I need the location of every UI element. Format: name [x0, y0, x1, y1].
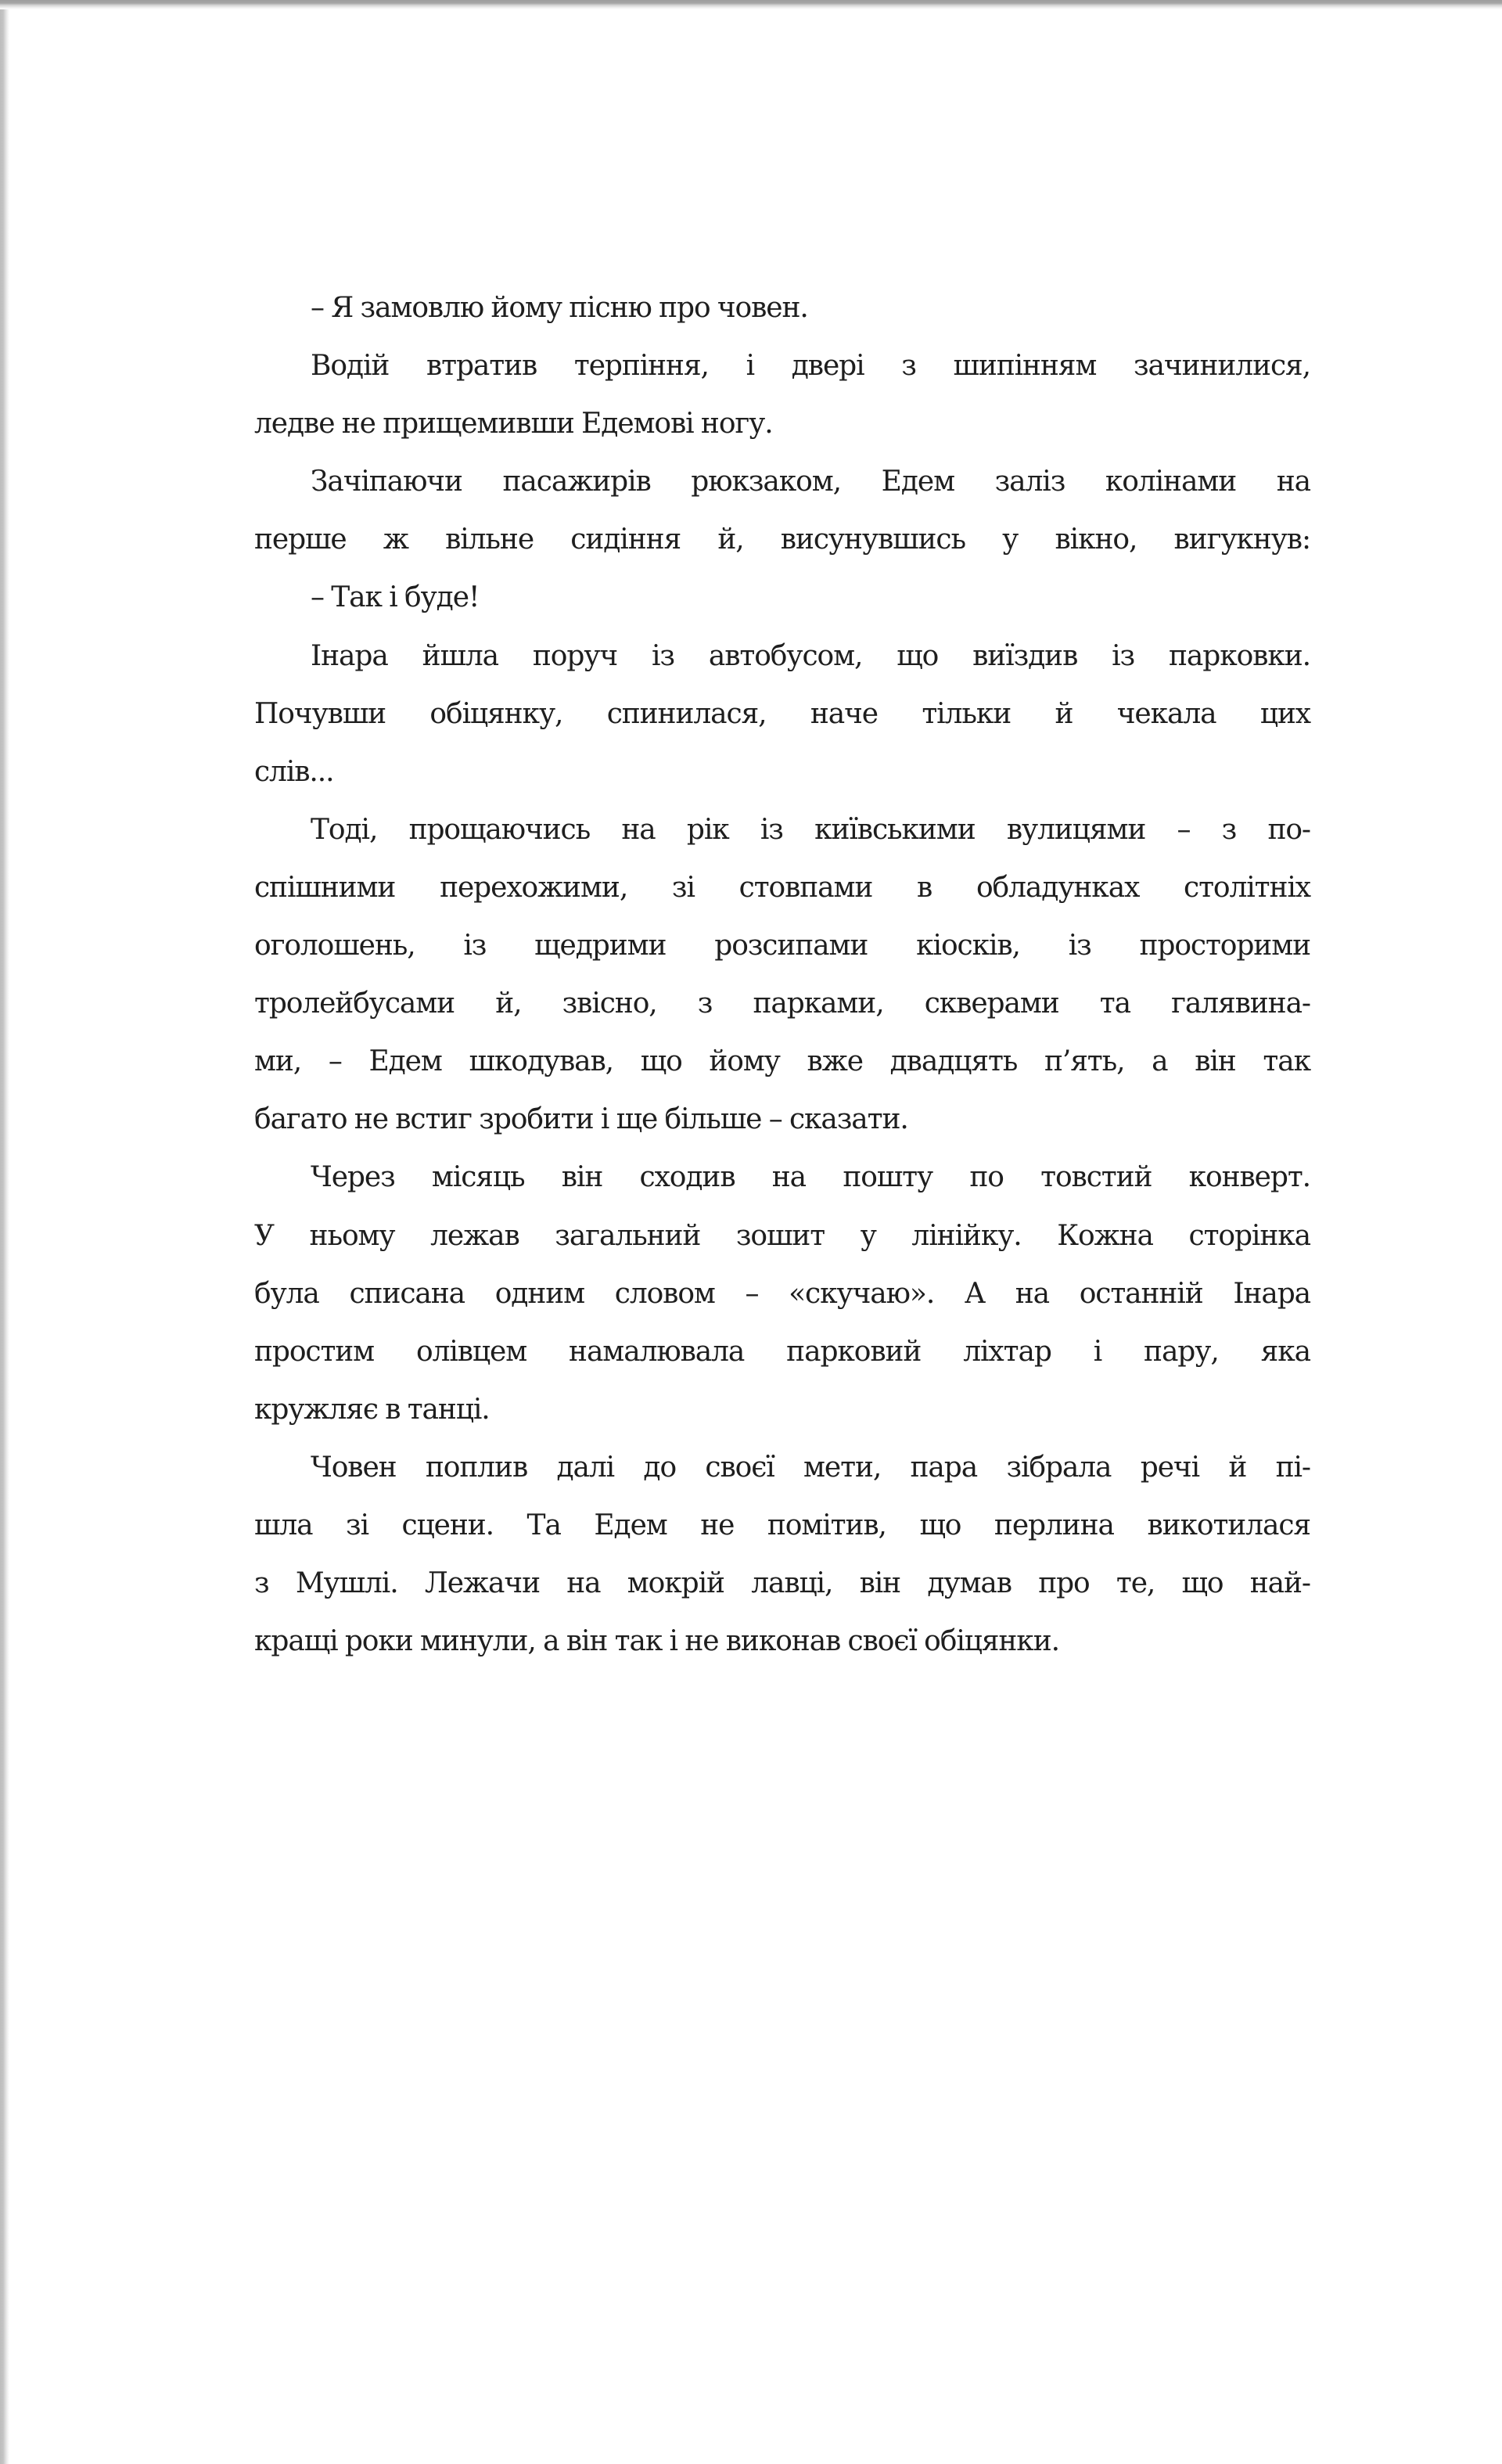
text-line	[254, 569, 1310, 627]
text-line	[254, 859, 1310, 917]
paragraph	[254, 801, 1310, 1149]
paragraph	[254, 1149, 1310, 1438]
text-line	[254, 1149, 1310, 1207]
line-text: тролейбусами й, звісно, з парками, скверами та галявина-	[254, 987, 1310, 1020]
text-line	[254, 1381, 1310, 1439]
line-text: кращі роки минули, а він так і не виконав своєї обіцянки.	[254, 1625, 1059, 1658]
line-text: шла зі сцени. Та Едем не помітив, що перлина викотилася	[254, 1509, 1310, 1541]
text-line	[254, 453, 1310, 511]
line-text: Тоді, прощаючись на рік із київськими вулицями – з по-	[311, 813, 1310, 846]
text-column	[254, 279, 1310, 1671]
line-text: кружляє в танці.	[254, 1393, 490, 1426]
text-line	[254, 743, 1310, 801]
paragraph	[254, 453, 1310, 569]
text-line	[254, 1555, 1310, 1613]
text-line	[254, 1323, 1310, 1381]
text-line	[254, 395, 1310, 453]
line-text: Водій втратив терпіння, і двері з шипінням зачинилися,	[311, 350, 1310, 383]
text-line	[254, 1613, 1310, 1671]
text-line	[254, 1033, 1310, 1091]
viewer-top-edge	[0, 0, 1502, 9]
text-line	[254, 685, 1310, 743]
text-line	[254, 917, 1310, 975]
text-line	[254, 1497, 1310, 1555]
line-text: з Мушлі. Лежачи на мокрій лавці, він думав про те, що най-	[254, 1567, 1310, 1600]
line-text: перше ж вільне сидіння й, висунувшись у вікно, вигукнув:	[254, 523, 1310, 556]
line-text: багато не встиг зробити і ще більше – сказати.	[254, 1103, 908, 1136]
text-line	[254, 975, 1310, 1033]
text-line	[254, 1439, 1310, 1497]
text-line	[254, 628, 1310, 685]
document-page	[9, 9, 1502, 2464]
line-text: була списана одним словом – «скучаю». А на останній Інара	[254, 1277, 1310, 1310]
line-text: слів...	[254, 755, 334, 788]
paragraph	[254, 628, 1310, 801]
viewer-left-edge	[0, 0, 9, 2464]
text-line	[254, 279, 1310, 337]
line-text: Через місяць він сходив на пошту по товстий конверт.	[311, 1161, 1310, 1194]
paragraph	[254, 337, 1310, 453]
paragraph	[254, 279, 1310, 337]
line-text: У ньому лежав загальний зошит у лінійку. Кожна сторінка	[254, 1219, 1310, 1252]
line-text: спішними перехожими, зі стовпами в обладунках столітніх	[254, 871, 1310, 904]
paragraph	[254, 1439, 1310, 1671]
text-line	[254, 1265, 1310, 1323]
line-text: Зачіпаючи пасажирів рюкзаком, Едем заліз колінами на	[311, 466, 1310, 498]
text-line	[254, 801, 1310, 859]
text-line	[254, 1207, 1310, 1265]
line-text: Човен поплив далі до своєї мети, пара зібрала речі й пі-	[311, 1451, 1310, 1484]
text-line	[254, 337, 1310, 395]
line-text: ми, – Едем шкодував, що йому вже двадцять п’ять, а він так	[254, 1045, 1310, 1078]
text-line	[254, 1091, 1310, 1149]
paragraph	[254, 569, 1310, 627]
line-text: Інара йшла поруч із автобусом, що виїздив із парковки.	[311, 639, 1310, 672]
line-text: оголошень, із щедрими розсипами кіосків, із просторими	[254, 930, 1310, 962]
text-line	[254, 511, 1310, 569]
line-text: Почувши обіцянку, спинилася, наче тільки й чекала цих	[254, 697, 1310, 730]
line-text: – Я замовлю йому пісню про човен.	[311, 292, 808, 324]
line-text: ледве не прищемивши Едемові ногу.	[254, 408, 773, 441]
line-text: простим олівцем намалювала парковий ліхтар і пару, яка	[254, 1335, 1310, 1368]
line-text: – Так і буде!	[311, 581, 480, 614]
